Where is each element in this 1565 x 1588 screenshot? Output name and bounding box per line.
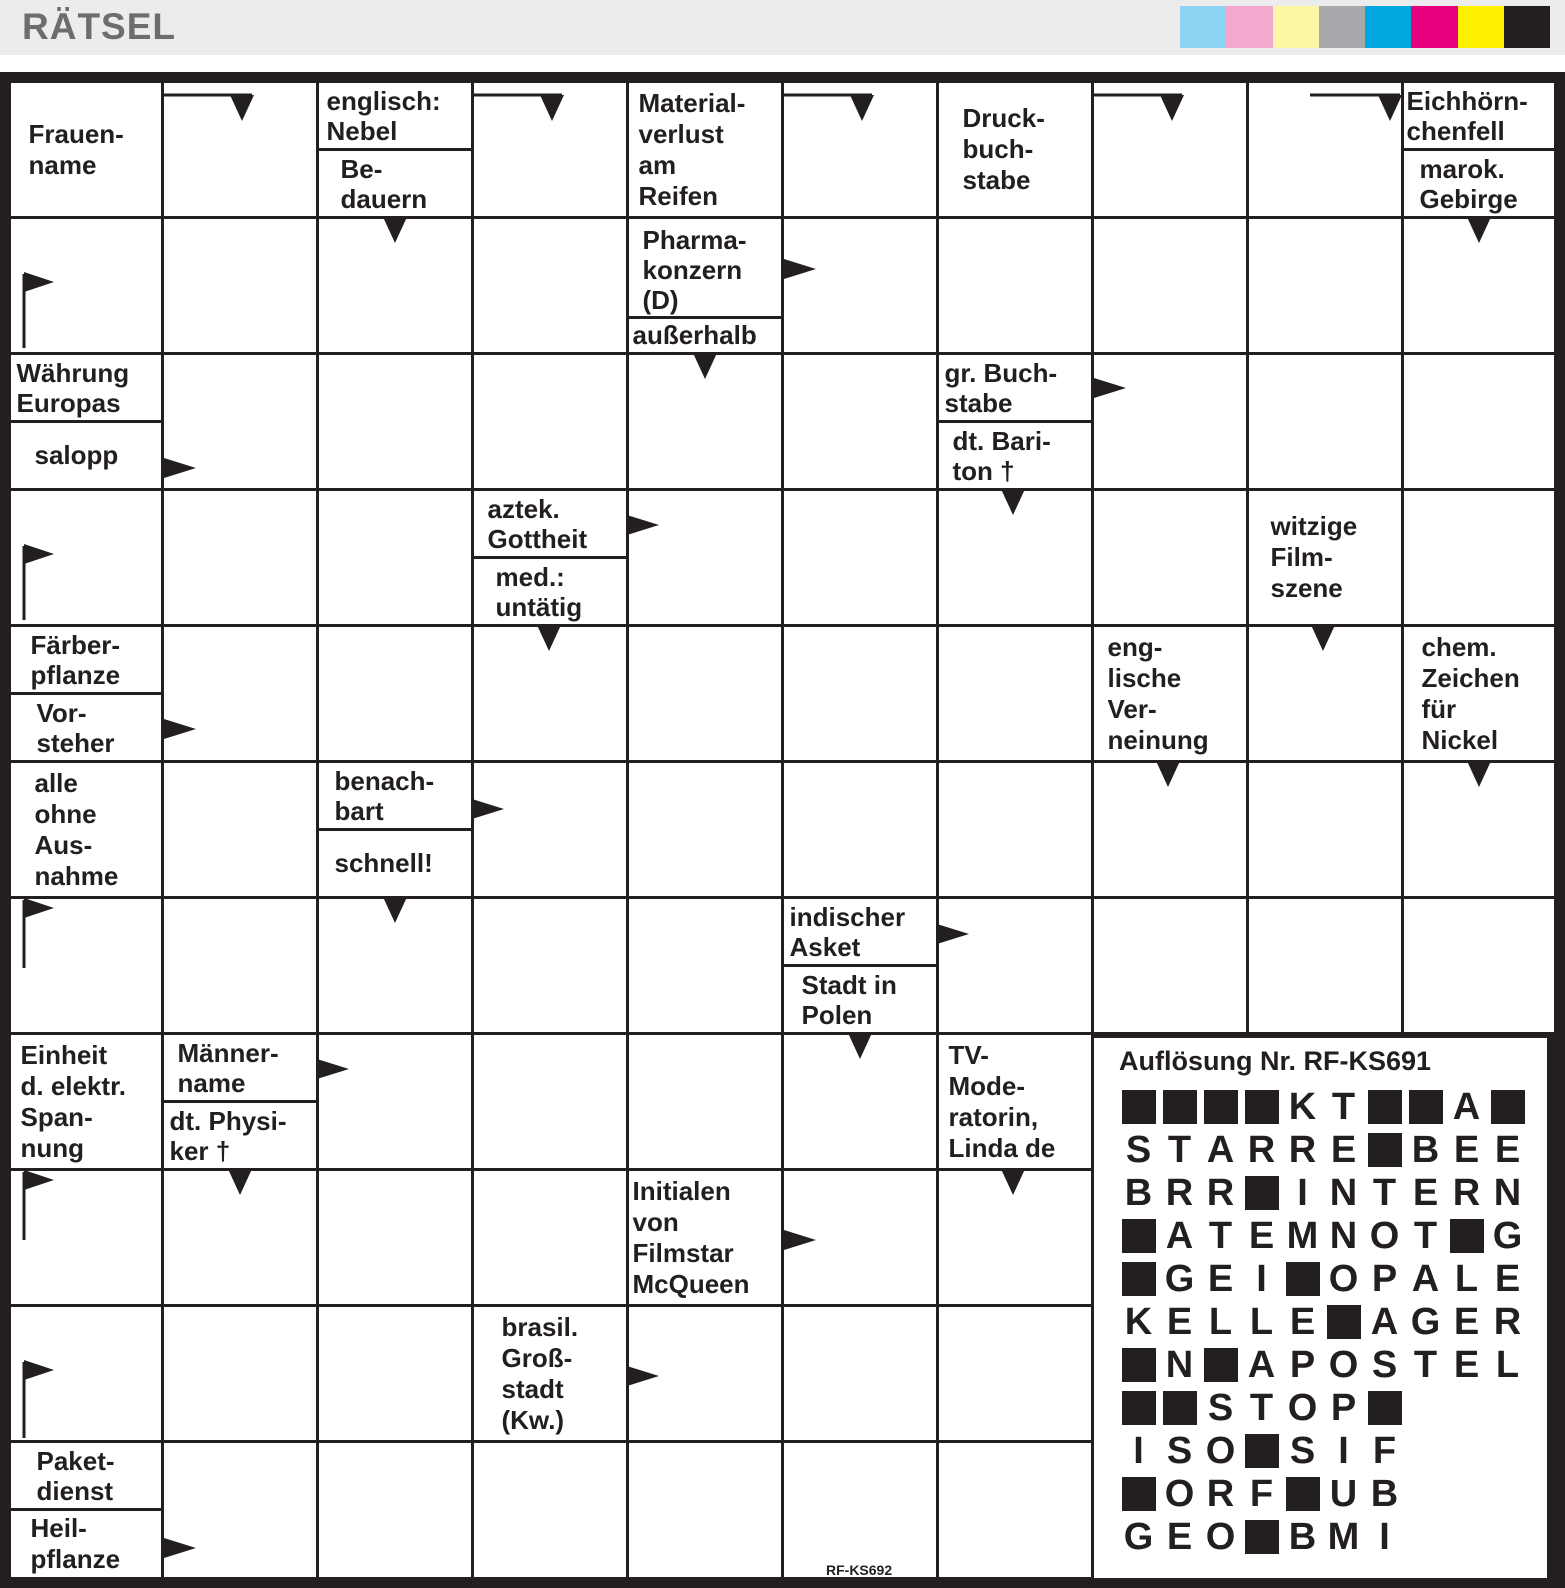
solution-letter: A	[1206, 1129, 1235, 1171]
answer-cell[interactable]	[629, 1307, 781, 1440]
solution-row	[1118, 1172, 1528, 1215]
solution-letter: B	[1288, 1516, 1317, 1558]
answer-cell[interactable]	[164, 627, 316, 760]
answer-cell[interactable]	[939, 1443, 1091, 1577]
solution-letter: L	[1454, 1258, 1479, 1300]
solution-letter: I	[1379, 1516, 1390, 1558]
solution-letter: S	[1166, 1430, 1193, 1472]
answer-cell[interactable]	[164, 355, 316, 488]
puzzle-code: RF-KS692	[826, 1562, 893, 1578]
solution-letter: R	[1493, 1301, 1522, 1343]
black-square	[1491, 1090, 1525, 1124]
solution-row	[1118, 1387, 1528, 1430]
clue-cell: Einheit d. elektr. Span- nung	[11, 1035, 161, 1168]
solution-block	[1282, 1258, 1323, 1301]
clue-cell: aztek. Gottheit	[474, 491, 626, 556]
solution-letter: T	[1331, 1086, 1356, 1128]
solution-block	[1118, 1387, 1159, 1430]
answer-cell[interactable]	[1404, 355, 1554, 488]
answer-cell[interactable]	[11, 1307, 161, 1440]
answer-cell[interactable]	[319, 355, 471, 488]
solution-letter: I	[1256, 1258, 1267, 1300]
solution-letter: E	[1453, 1301, 1480, 1343]
solution-letter: E	[1330, 1129, 1357, 1171]
solution-letter: M	[1286, 1215, 1319, 1257]
solution-letter: O	[1164, 1473, 1195, 1515]
black-square	[1122, 1090, 1156, 1124]
clue-cell: dt. Bari- ton †	[939, 423, 1091, 488]
clue-cell: Frauen- name	[11, 83, 161, 216]
black-square	[1327, 1305, 1361, 1339]
answer-cell[interactable]	[319, 1035, 471, 1168]
answer-cell[interactable]	[1404, 219, 1554, 352]
answer-cell[interactable]	[1094, 899, 1246, 1032]
answer-cell[interactable]	[629, 491, 781, 624]
solution-letter: S	[1207, 1387, 1234, 1429]
clue-cell: chem. Zeichen für Nickel	[1404, 627, 1554, 760]
solution-letter: N	[1329, 1215, 1358, 1257]
answer-cell[interactable]	[319, 1171, 471, 1304]
answer-cell[interactable]	[1249, 627, 1401, 760]
solution-row	[1118, 1258, 1528, 1301]
answer-cell[interactable]	[784, 627, 936, 760]
solution-letter: R	[1206, 1172, 1235, 1214]
answer-cell[interactable]	[629, 1035, 781, 1168]
answer-cell[interactable]	[319, 219, 471, 352]
solution-letter: O	[1287, 1387, 1318, 1429]
solution-letter: E	[1412, 1172, 1439, 1214]
solution-block	[1118, 1473, 1159, 1516]
solution-letter: A	[1165, 1215, 1194, 1257]
clue-cell: Eichhörn- chenfell	[1404, 83, 1554, 148]
answer-cell[interactable]	[11, 491, 161, 624]
solution-letter: T	[1167, 1129, 1192, 1171]
clue-cell: marok. Gebirge	[1404, 151, 1554, 216]
clue-cell: Druck- buch- stabe	[939, 83, 1091, 216]
black-square	[1122, 1219, 1156, 1253]
solution-letter: O	[1205, 1430, 1236, 1472]
solution-letter: N	[1493, 1172, 1522, 1214]
clue-cell: Männer- name	[164, 1035, 316, 1100]
clue-cell: Paket- dienst	[11, 1443, 161, 1508]
answer-cell[interactable]	[1404, 899, 1554, 1032]
solution-letter: O	[1205, 1516, 1236, 1558]
answer-cell[interactable]	[939, 627, 1091, 760]
solution-block	[1487, 1086, 1528, 1129]
black-square	[1368, 1133, 1402, 1167]
solution-letter: I	[1133, 1430, 1144, 1472]
answer-cell[interactable]	[629, 1443, 781, 1577]
answer-cell[interactable]	[11, 1171, 161, 1304]
answer-cell[interactable]	[319, 491, 471, 624]
answer-cell[interactable]	[319, 899, 471, 1032]
answer-cell[interactable]	[629, 763, 781, 896]
answer-cell[interactable]	[164, 763, 316, 896]
black-square	[1368, 1391, 1402, 1425]
answer-cell[interactable]	[784, 1443, 936, 1577]
solution-row	[1118, 1301, 1528, 1344]
answer-cell[interactable]	[1094, 83, 1246, 216]
solution-letter: T	[1413, 1344, 1438, 1386]
clue-cell: witzige Film- szene	[1249, 491, 1401, 624]
answer-cell[interactable]	[319, 1443, 471, 1577]
solution-panel	[1094, 1038, 1547, 1578]
solution-block	[1159, 1086, 1200, 1129]
answer-cell[interactable]	[1249, 899, 1401, 1032]
answer-cell[interactable]	[474, 219, 626, 352]
solution-letter: E	[1248, 1215, 1275, 1257]
answer-cell[interactable]	[164, 1443, 316, 1577]
solution-row	[1118, 1516, 1528, 1559]
answer-cell[interactable]	[784, 491, 936, 624]
solution-letter: E	[1289, 1301, 1316, 1343]
solution-letter: R	[1247, 1129, 1276, 1171]
answer-cell[interactable]	[629, 355, 781, 488]
black-square	[1122, 1391, 1156, 1425]
solution-letter: R	[1206, 1473, 1235, 1515]
clue-cell: gr. Buch- stabe	[939, 355, 1091, 420]
solution-block	[1282, 1473, 1323, 1516]
black-square	[1245, 1520, 1279, 1554]
solution-block	[1323, 1301, 1364, 1344]
answer-cell[interactable]	[939, 491, 1091, 624]
answer-cell[interactable]	[164, 899, 316, 1032]
solution-letter: I	[1338, 1430, 1349, 1472]
solution-block	[1118, 1258, 1159, 1301]
solution-letter: G	[1123, 1516, 1154, 1558]
solution-block	[1405, 1086, 1446, 1129]
solution-letter: K	[1288, 1086, 1317, 1128]
solution-letter: S	[1125, 1129, 1152, 1171]
solution-letter: R	[1288, 1129, 1317, 1171]
solution-letter: I	[1297, 1172, 1308, 1214]
solution-block	[1364, 1129, 1405, 1172]
solution-grid	[1118, 1086, 1528, 1559]
solution-letter: E	[1453, 1129, 1480, 1171]
solution-letter: S	[1371, 1344, 1398, 1386]
answer-cell[interactable]	[319, 627, 471, 760]
black-square	[1163, 1391, 1197, 1425]
solution-block	[1118, 1086, 1159, 1129]
solution-letter: L	[1208, 1301, 1233, 1343]
black-square	[1409, 1090, 1443, 1124]
solution-letter: E	[1166, 1301, 1193, 1343]
solution-letter: B	[1370, 1473, 1399, 1515]
solution-letter: L	[1495, 1344, 1520, 1386]
solution-letter: P	[1330, 1387, 1357, 1429]
solution-letter: K	[1124, 1301, 1153, 1343]
solution-letter: R	[1452, 1172, 1481, 1214]
answer-cell[interactable]	[164, 1171, 316, 1304]
black-square	[1368, 1090, 1402, 1124]
solution-letter: T	[1413, 1215, 1438, 1257]
answer-cell[interactable]	[784, 219, 936, 352]
answer-cell[interactable]	[784, 1035, 936, 1168]
solution-block	[1364, 1387, 1405, 1430]
answer-cell[interactable]	[474, 355, 626, 488]
solution-block	[1118, 1344, 1159, 1387]
answer-cell[interactable]	[164, 491, 316, 624]
clue-cell: alle ohne Aus- nahme	[11, 763, 161, 896]
answer-cell[interactable]	[784, 1307, 936, 1440]
solution-letter: T	[1208, 1215, 1233, 1257]
answer-cell[interactable]	[164, 219, 316, 352]
black-square	[1245, 1090, 1279, 1124]
answer-cell[interactable]	[164, 83, 316, 216]
clue-cell: außerhalb	[629, 319, 781, 352]
answer-cell[interactable]	[474, 1443, 626, 1577]
answer-cell[interactable]	[939, 899, 1091, 1032]
clue-cell: Währung Europas	[11, 355, 161, 420]
solution-block	[1200, 1344, 1241, 1387]
answer-cell[interactable]	[1249, 763, 1401, 896]
solution-letter: M	[1327, 1516, 1360, 1558]
clue-cell: salopp	[11, 423, 161, 488]
clue-cell: benach- bart	[319, 763, 471, 828]
solution-letter: F	[1249, 1473, 1274, 1515]
black-square	[1245, 1176, 1279, 1210]
solution-letter: G	[1492, 1215, 1523, 1257]
answer-cell[interactable]	[1094, 219, 1246, 352]
answer-cell[interactable]	[11, 219, 161, 352]
solution-letter: A	[1370, 1301, 1399, 1343]
answer-cell[interactable]	[164, 1307, 316, 1440]
solution-row	[1118, 1129, 1528, 1172]
clue-cell: Vor- steher	[11, 695, 161, 760]
clue-cell: Initialen von Filmstar McQueen	[629, 1171, 781, 1304]
solution-letter: O	[1369, 1215, 1400, 1257]
solution-block	[1200, 1086, 1241, 1129]
solution-letter: A	[1411, 1258, 1440, 1300]
black-square	[1122, 1348, 1156, 1382]
solution-letter: U	[1329, 1473, 1358, 1515]
answer-cell[interactable]	[784, 83, 936, 216]
clue-cell: brasil. Groß- stadt (Kw.)	[474, 1307, 626, 1440]
solution-letter: T	[1372, 1172, 1397, 1214]
answer-cell[interactable]	[474, 763, 626, 896]
answer-cell[interactable]	[784, 355, 936, 488]
answer-cell[interactable]	[939, 763, 1091, 896]
answer-cell[interactable]	[11, 899, 161, 1032]
black-square	[1122, 1262, 1156, 1296]
black-square	[1450, 1219, 1484, 1253]
solution-letter: E	[1166, 1516, 1193, 1558]
black-square	[1163, 1090, 1197, 1124]
answer-cell[interactable]	[1249, 83, 1401, 216]
solution-block	[1241, 1516, 1282, 1559]
answer-cell[interactable]	[474, 1035, 626, 1168]
solution-row	[1118, 1430, 1528, 1473]
clue-cell: schnell!	[319, 831, 471, 896]
solution-letter: B	[1411, 1129, 1440, 1171]
black-square	[1122, 1477, 1156, 1511]
solution-letter: B	[1124, 1172, 1153, 1214]
solution-title: Auflösung Nr. RF-KS691	[1119, 1046, 1432, 1076]
solution-block	[1364, 1086, 1405, 1129]
solution-letter: T	[1249, 1387, 1274, 1429]
solution-row	[1118, 1344, 1528, 1387]
clue-cell: Be- dauern	[319, 151, 471, 216]
solution-block	[1241, 1172, 1282, 1215]
answer-cell[interactable]	[474, 83, 626, 216]
solution-row	[1118, 1215, 1528, 1258]
answer-cell[interactable]	[939, 1171, 1091, 1304]
solution-letter: R	[1165, 1172, 1194, 1214]
solution-letter: A	[1452, 1086, 1481, 1128]
answer-cell[interactable]	[474, 899, 626, 1032]
solution-block	[1118, 1215, 1159, 1258]
answer-cell[interactable]	[1404, 491, 1554, 624]
solution-letter: P	[1371, 1258, 1398, 1300]
answer-cell[interactable]	[939, 1307, 1091, 1440]
solution-letter: E	[1494, 1258, 1521, 1300]
solution-letter: O	[1328, 1258, 1359, 1300]
solution-letter: A	[1247, 1344, 1276, 1386]
answer-cell[interactable]	[474, 627, 626, 760]
solution-block	[1446, 1215, 1487, 1258]
clue-cell: TV- Mode- ratorin, Linda de	[939, 1035, 1091, 1168]
solution-letter: F	[1372, 1430, 1397, 1472]
clue-cell: Färber- pflanze	[11, 627, 161, 692]
solution-letter: S	[1289, 1430, 1316, 1472]
solution-letter: O	[1328, 1344, 1359, 1386]
solution-letter: E	[1494, 1129, 1521, 1171]
answer-cell[interactable]	[1404, 763, 1554, 896]
clue-cell: Pharma- konzern (D)	[629, 219, 781, 316]
solution-letter: P	[1289, 1344, 1316, 1386]
solution-letter: G	[1164, 1258, 1195, 1300]
answer-cell[interactable]	[1249, 219, 1401, 352]
answer-cell[interactable]	[319, 1307, 471, 1440]
answer-cell[interactable]	[474, 1171, 626, 1304]
clue-cell: englisch: Nebel	[319, 83, 471, 148]
clue-cell: med.: untätig	[474, 559, 626, 624]
solution-row	[1118, 1473, 1528, 1516]
solution-block	[1241, 1430, 1282, 1473]
solution-letter: G	[1410, 1301, 1441, 1343]
solution-row	[1118, 1086, 1528, 1129]
solution-letter: N	[1165, 1344, 1194, 1386]
page-title: RÄTSEL	[22, 6, 176, 47]
solution-block	[1159, 1387, 1200, 1430]
black-square	[1286, 1262, 1320, 1296]
answer-cell[interactable]	[1094, 491, 1246, 624]
solution-letter: E	[1453, 1344, 1480, 1386]
answer-cell[interactable]	[939, 219, 1091, 352]
black-square	[1245, 1434, 1279, 1468]
solution-block	[1241, 1086, 1282, 1129]
clue-cell: dt. Physi- ker †	[164, 1103, 316, 1168]
black-square	[1286, 1477, 1320, 1511]
black-square	[1204, 1090, 1238, 1124]
solution-letter: E	[1207, 1258, 1234, 1300]
answer-cell[interactable]	[629, 899, 781, 1032]
solution-letter: N	[1329, 1172, 1358, 1214]
answer-cell[interactable]	[784, 1171, 936, 1304]
clue-cell: Heil- pflanze	[11, 1511, 161, 1577]
clue-cell: Stadt in Polen	[784, 967, 936, 1032]
clue-cell: Material- verlust am Reifen	[629, 83, 781, 216]
answer-cell[interactable]	[1094, 763, 1246, 896]
black-square	[1204, 1348, 1238, 1382]
answer-cell[interactable]	[784, 763, 936, 896]
answer-cell[interactable]	[1249, 355, 1401, 488]
answer-cell[interactable]	[1094, 355, 1246, 488]
clue-cell: indischer Asket	[784, 899, 936, 964]
solution-letter: L	[1249, 1301, 1274, 1343]
clue-cell: eng- lische Ver- neinung	[1094, 627, 1246, 760]
answer-cell[interactable]	[629, 627, 781, 760]
